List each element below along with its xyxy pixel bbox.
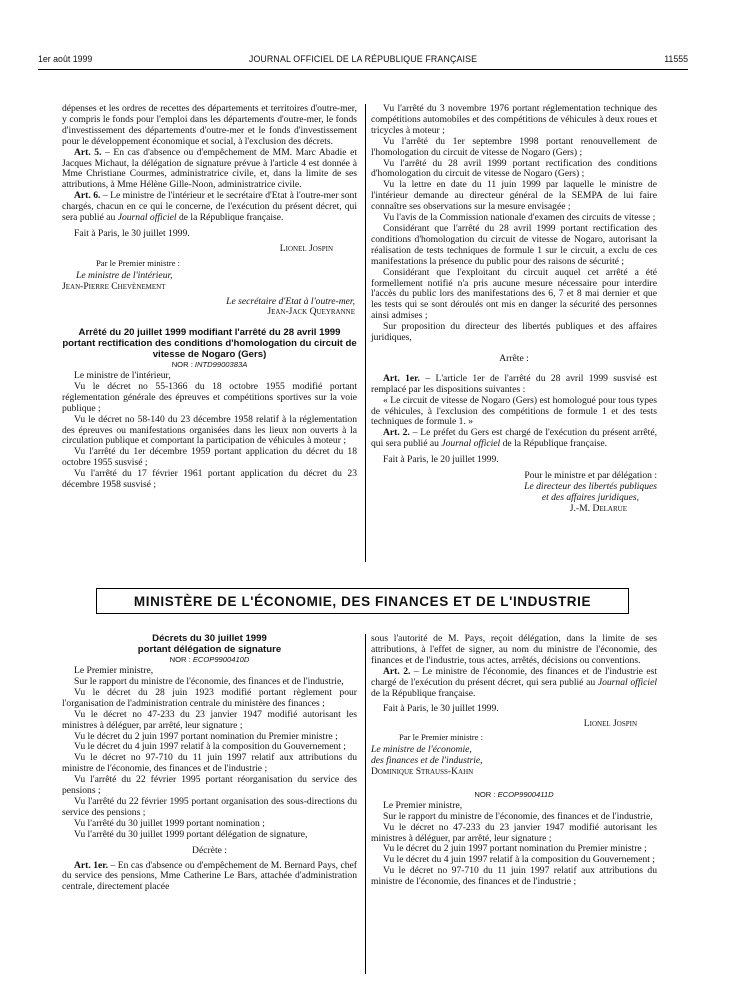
running-header (38, 54, 688, 70)
article-text: de la République française. (176, 212, 284, 224)
arrete-title: Arrêté du 20 juillet 1999 modifiant l'arrêté du 28 avril 1999 portant rectification des conditions d'homologation du circuit de vitesse de Nogaro (Gers) (62, 327, 357, 360)
article-label: Art. 2. (383, 665, 411, 677)
article-text: – En cas d'absence ou d'empêchement de M. Bernard Pays, chef du service des pensions, Mme Catherine Le Bars, attachée d'administration centrale, directement placée (62, 859, 357, 893)
article-1 (62, 861, 357, 894)
fait-line: Fait à Paris, le 20 juillet 1999. (383, 454, 499, 466)
column-divider (365, 634, 366, 974)
article-5 (62, 148, 357, 192)
minister-name: Dominique Strauss-Kahn (371, 765, 474, 777)
article-2 (371, 428, 657, 450)
top-left-column (62, 104, 357, 491)
visa: Vu le décret no 47-233 du 23 janvier 1947 modifié autorisant les ministres à déléguer, par arrêté, leur signature ; (62, 708, 357, 731)
nor-code: ECOP9900411D (497, 789, 554, 799)
article-label: Art. 6. (74, 190, 101, 202)
article-label: Art. 5. (74, 146, 102, 158)
visa: Vu le décret no 47-233 du 23 janvier 1947 modifié autorisant les ministres à déléguer, par arrêté, leur signature ; (371, 821, 657, 844)
visa: Vu le décret no 58-140 du 23 décembre 1958 relatif à la réglementation des épreuves ou manifestations organisées dans les lieux non ouverts à la circulation publique et comportant la participation de véhicules à moteur ; (62, 413, 357, 447)
ministry-banner: MINISTÈRE DE L'ÉCONOMIE, DES FINANCES ET DE L'INDUSTRIE (96, 588, 629, 614)
article-text: de la République française. (500, 438, 608, 450)
arrete-heading: Arrête : (499, 352, 529, 364)
visa: Vu l'arrêté du 1er décembre 1959 portant application du décret du 18 octobre 1955 susvisé ; (62, 446, 357, 469)
article-text: – En cas d'absence ou d'empêchement de MM. Marc Abadie et Jacques Michaut, la délégation de signature prévue à l'article 4 est donnée à Mme Christiane Courmes, administratrice civile, et, dans la limite de ses attributions, à Mme Hélène Gille-Noon, administratrice civile. (62, 146, 358, 191)
journal-officiel-ref: Journal officiel (441, 438, 501, 450)
director-name: J.-M. Delarue (569, 502, 627, 514)
visa: Vu le décret du 2 juin 1997 portant nomination du Premier ministre ; (383, 843, 647, 855)
article-text: de la République française. (371, 687, 476, 699)
director-title: et des affaires juridiques, (541, 491, 639, 503)
visa: Sur le rapport du ministre de l'économie, des finances et de l'industrie, (74, 676, 344, 687)
secretary-title: Le secrétaire d'Etat à l'outre-mer, (226, 295, 355, 307)
nor-label: NOR : (169, 655, 193, 665)
visa: Vu la lettre en date du 11 juin 1999 par laquelle le ministre de l'intérieur demande au directeur général de la SEMPA de lui faire connaître ses observations sur la mesure envisagée ; (371, 179, 657, 213)
minister-name: Jean-Pierre Chevènement (62, 280, 166, 292)
minister-title: Le ministre de l'intérieur, (76, 269, 173, 281)
paragraph: dépenses et les ordres de recettes des départements et territoires d'outre-mer, y compris le fonds pour l'emploi dans les départements d'outre-mer, le fonds d'investissement des départements d'outre-mer et le fonds d'investissement pour le développement économique et social, à l'exclusion des décrets. (62, 103, 357, 147)
visa: Vu le décret no 97-710 du 11 juin 1997 relatif aux attributions du ministre de l'économie, des finances et de l'industrie ; (371, 865, 657, 888)
secretary-name: Jean-Jack Queyranne (267, 306, 355, 318)
visa: Le Premier ministre, (383, 799, 463, 811)
visa: Vu l'arrêté du 1er septembre 1998 portant renouvellement de l'homologation du circuit de vitesse de Nogaro (Gers) ; (371, 135, 657, 158)
visa: Vu l'arrêté du 30 juillet 1999 portant délégation de signature, (74, 828, 308, 840)
journal-officiel-ref: Journal officiel (117, 212, 177, 224)
proposal: Sur proposition du directeur des libertés publiques et des affaires juridiques, (371, 321, 657, 344)
header-date: 1er août 1999 (38, 54, 93, 64)
visa: Vu l'arrêté du 30 juillet 1999 portant nomination ; (74, 817, 265, 829)
visa: Vu le décret no 55-1366 du 18 octobre 1955 modifié portant réglementation générale des épreuves et compétitions sportives sur la voie publique ; (62, 380, 357, 414)
column-divider (365, 104, 366, 562)
article-text: – L'article 1er de l'arrêté du 28 avril 1999 susvisé est remplacé par les dispositions suivantes : (371, 372, 658, 395)
minister-title: des finances et de l'industrie, (371, 755, 483, 767)
considerant: Considérant que l'exploitant du circuit auquel cet arrêté a été formellement notifié n'a pris aucune mesure nécessaire pour interdire l'accès du public lors des manifestations des 6, 7 et 8 mai dernier et que les tests qui se sont déroulés ont mis en danger la sécurité des personnes ainsi admises ; (371, 266, 657, 322)
article-label: Art. 1er. (383, 372, 420, 384)
par-le-premier-ministre: Par le Premier ministre : (96, 257, 181, 268)
fait-line: Fait à Paris, le 30 juillet 1999. (74, 227, 190, 239)
visa: Vu l'arrêté du 22 février 1995 portant organisation des sous-directions du service des pensions ; (62, 795, 357, 818)
bottom-right-column (371, 634, 657, 888)
visa: Vu l'avis de la Commission nationale d'examen des circuits de vitesse ; (383, 212, 656, 224)
visa: Vu l'arrêté du 22 février 1995 portant réorganisation du service des pensions ; (62, 774, 357, 797)
considerant: Considérant que l'arrêté du 28 avril 1999 portant rectification des conditions d'homologation du circuit de vitesse de Nogaro, autorisant la réalisation de tests techniques de formule 1 sur le circuit, a exclu de ces manifestations la présence du public pour des raisons de sécurité ; (371, 222, 657, 267)
article-text: – Le ministre de l'économie, des finances et de l'industrie est chargé de l'exécution du présent décret, qui sera publié au (371, 665, 657, 688)
article-1 (371, 374, 657, 396)
article-text: – Le préfet du Gers est chargé de l'exécution du présent arrêté, qui sera publié au (371, 427, 658, 450)
header-journal-title: JOURNAL OFFICIEL DE LA RÉPUBLIQUE FRANÇAISE (248, 54, 478, 64)
visa: Vu le décret du 28 juin 1923 modifié portant règlement pour l'organisation de l'administration centrale du ministère des finances ; (62, 686, 357, 709)
signatory-name: Lionel Jospin (583, 718, 637, 730)
signatory-name: Lionel Jospin (279, 242, 333, 254)
header-page-number: 11555 (664, 54, 688, 64)
article-label: Art. 2. (383, 427, 410, 439)
nor-label: NOR : (171, 360, 195, 370)
par-le-premier-ministre: Par le Premier ministre : (399, 732, 484, 743)
article-quote: « Le circuit de vitesse de Nogaro (Gers) est homologué pour tous types de véhicules, à l'exclusion des compétitions de formule 1 et des tests techniques de formule 1. » (371, 394, 657, 428)
visa: Vu l'arrêté du 3 novembre 1976 portant réglementation technique des compétitions automobiles et des compétitions de véhicules à deux roues et tricycles à moteur ; (371, 103, 657, 136)
visa: Vu l'arrêté du 17 février 1961 portant application du décret du 23 décembre 1958 susvisé ; (62, 468, 357, 491)
director-title: Le directeur des libertés publiques (524, 481, 657, 492)
delegation-line: Pour le ministre et par délégation : (524, 470, 657, 482)
decrete-heading: Décrète : (192, 844, 227, 856)
visa: Vu l'arrêté du 28 avril 1999 portant rectification des conditions d'homologation du circuit de vitesse de Nogaro (Gers) ; (371, 157, 657, 180)
paragraph: sous l'autorité de M. Pays, reçoit délégation, dans la limite de ses attributions, à l'effet de signer, au nom du ministre de l'économie, des finances et de l'industrie, tous actes, arrêtés, décisions ou conventions. (371, 633, 657, 666)
article-text: – Le ministre de l'intérieur et le secrétaire d'Etat à l'outre-mer sont chargés, chacun en ce qui le concerne, de l'exécution du présent décret, qui sera publié au (62, 190, 358, 224)
visa: Vu le décret du 2 juin 1997 portant nomination du Premier ministre ; (74, 730, 338, 742)
journal-officiel-ref: Journal officiel (597, 676, 657, 688)
visa: Sur le rapport du ministre de l'économie, des finances et de l'industrie, (383, 810, 653, 822)
decree-title: portant délégation de signature (137, 643, 282, 655)
visa: Vu le décret no 97-710 du 11 juin 1997 relatif aux attributions du ministre de l'économie, des finances et de l'industrie ; (62, 752, 357, 775)
bottom-left-column (62, 634, 357, 893)
visa: Le Premier ministre, (74, 665, 154, 677)
article-2 (371, 667, 657, 700)
visa: Vu le décret du 4 juin 1997 relatif à la composition du Gouvernement ; (74, 741, 346, 753)
nor-code: ECOP9900410D (192, 655, 250, 665)
decree-title: Décrets du 30 juillet 1999 (152, 633, 267, 644)
header-rule (38, 69, 688, 70)
article-6 (62, 191, 357, 224)
nor-code: INTD9900383A (194, 360, 248, 370)
visa: Vu le décret du 4 juin 1997 relatif à la composition du Gouvernement ; (383, 854, 655, 866)
fait-line: Fait à Paris, le 30 juillet 1999. (383, 703, 499, 715)
minister-title: Le ministre de l'économie, (371, 744, 472, 756)
nor-label: NOR : (474, 789, 498, 799)
visa: Le ministre de l'intérieur, (74, 370, 171, 381)
article-label: Art. 1er. (74, 859, 109, 871)
top-right-column (371, 104, 657, 515)
